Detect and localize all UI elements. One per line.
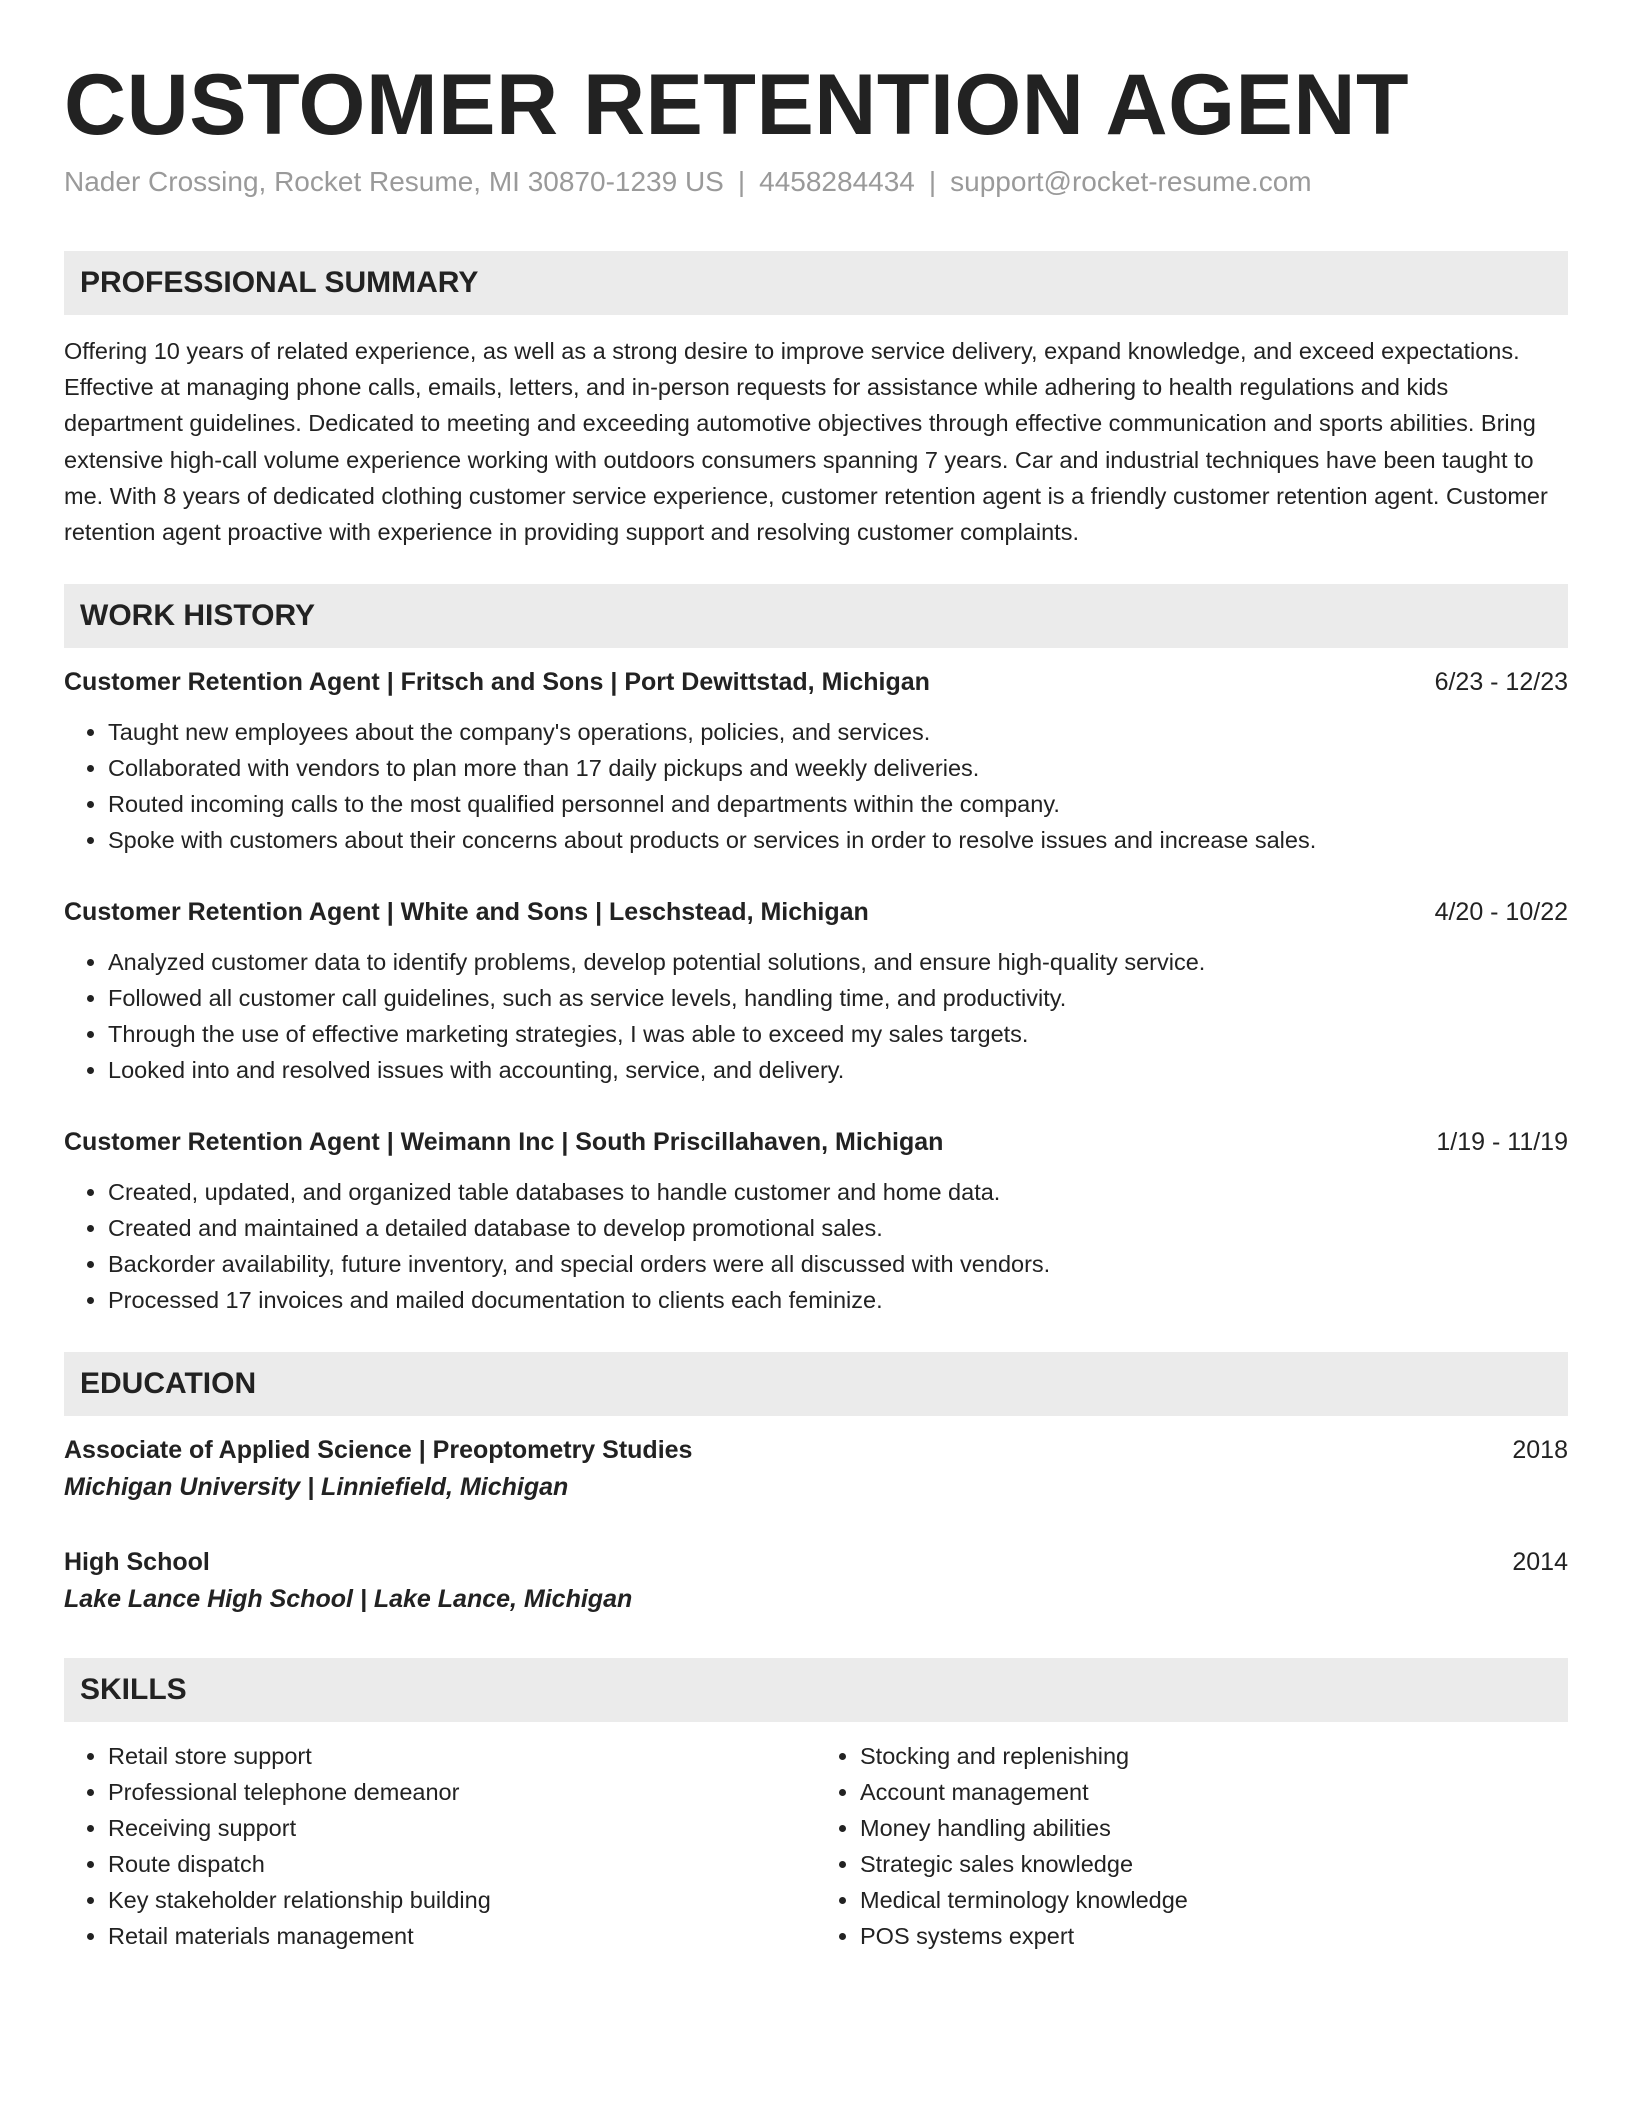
section-heading-education: EDUCATION [64, 1352, 1568, 1416]
skill-item: • Key stakeholder relationship building [108, 1882, 816, 1918]
job-bullet: • Processed 17 invoices and mailed documentation to clients each feminize. [108, 1282, 1568, 1318]
contact-separator: | [928, 166, 937, 197]
contact-address: Nader Crossing, Rocket Resume, MI 30870-1239 US [64, 166, 724, 197]
contact-phone: 4458284434 [759, 166, 915, 197]
job-bullet-list [64, 1174, 1568, 1318]
skill-item: • Route dispatch [108, 1846, 816, 1882]
professional-summary-section [64, 251, 1568, 550]
job-dates: 6/23 - 12/23 [1434, 668, 1568, 697]
job-title: Customer Retention Agent | Fritsch and Sons | Port Dewittstad, Michigan [64, 668, 930, 697]
job-entry [64, 894, 1568, 1088]
summary-paragraph: Offering 10 years of related experience, as well as a strong desire to improve service delivery, expand knowledge, and exceed expectations. Effective at managing phone calls, emails, letters, and in-person requests for assistance while adhering to health regulations and kids department guidelines. Dedicated to meeting and exceeding automotive objectives through effective communication and sports abilities. Bring extensive high-call volume experience working with outdoors consumers spanning 7 years. Car and industrial techniques have been taught to me. With 8 years of dedicated clothing customer service experience, customer retention agent is a friendly customer retention agent. Customer retention agent proactive with experience in providing support and resolving customer complaints. [64, 338, 1548, 546]
education-school: Michigan University | Linniefield, Michigan [64, 1473, 569, 1502]
work-history-section [64, 584, 1568, 1318]
skills-section [64, 1658, 1568, 1954]
education-entry [64, 1544, 1568, 1618]
skill-item: • Receiving support [108, 1810, 816, 1846]
skill-item: • Retail materials management [108, 1918, 816, 1954]
job-dates: 1/19 - 11/19 [1436, 1128, 1568, 1157]
contact-email: support@rocket-resume.com [950, 166, 1312, 197]
skill-item: • Money handling abilities [860, 1810, 1568, 1846]
job-bullet: • Spoke with customers about their concerns about products or services in order to resolve issues and increase sales. [108, 822, 1568, 858]
job-bullet: • Backorder availability, future inventory, and special orders were all discussed with vendors. [108, 1246, 1568, 1282]
skill-item: • Retail store support [108, 1738, 816, 1774]
education-school: Lake Lance High School | Lake Lance, Michigan [64, 1585, 633, 1614]
resume-name-heading: CUSTOMER RETENTION AGENT [64, 57, 1410, 153]
job-bullet: • Created and maintained a detailed database to develop promotional sales. [108, 1210, 1568, 1246]
job-dates: 4/20 - 10/22 [1434, 898, 1568, 927]
job-bullet-list [64, 714, 1568, 858]
education-degree: Associate of Applied Science | Preoptometry Studies [64, 1436, 693, 1465]
skill-item: • Strategic sales knowledge [860, 1846, 1568, 1882]
skill-item: • Professional telephone demeanor [108, 1774, 816, 1810]
skill-item: • Medical terminology knowledge [860, 1882, 1568, 1918]
section-heading-work: WORK HISTORY [64, 584, 1568, 648]
job-bullet: • Routed incoming calls to the most qualified personnel and departments within the company. [108, 786, 1568, 822]
section-heading-skills: SKILLS [64, 1658, 1568, 1722]
education-year: 2014 [1512, 1548, 1568, 1577]
education-section [64, 1352, 1568, 1618]
contact-line [64, 163, 1568, 201]
contact-separator: | [737, 166, 746, 197]
job-bullet: • Taught new employees about the company's operations, policies, and services. [108, 714, 1568, 750]
job-bullet: • Through the use of effective marketing strategies, I was able to exceed my sales targets. [108, 1016, 1568, 1052]
skills-list-left [64, 1738, 816, 1954]
skills-columns [64, 1738, 1568, 1954]
skill-item: • POS systems expert [860, 1918, 1568, 1954]
job-entry [64, 664, 1568, 858]
education-degree: High School [64, 1548, 210, 1577]
skill-item: • Stocking and replenishing [860, 1738, 1568, 1774]
skills-list-right [816, 1738, 1568, 1954]
job-bullet-list [64, 944, 1568, 1088]
job-bullet: • Looked into and resolved issues with accounting, service, and delivery. [108, 1052, 1568, 1088]
job-bullet: • Followed all customer call guidelines, such as service levels, handling time, and productivity. [108, 980, 1568, 1016]
education-entry [64, 1432, 1568, 1506]
job-title: Customer Retention Agent | Weimann Inc | South Priscillahaven, Michigan [64, 1128, 944, 1157]
job-bullet: • Analyzed customer data to identify problems, develop potential solutions, and ensure high-quality service. [108, 944, 1568, 980]
education-year: 2018 [1512, 1436, 1568, 1465]
job-title: Customer Retention Agent | White and Sons | Leschstead, Michigan [64, 898, 869, 927]
job-bullet: • Created, updated, and organized table databases to handle customer and home data. [108, 1174, 1568, 1210]
job-bullet: • Collaborated with vendors to plan more than 17 daily pickups and weekly deliveries. [108, 750, 1568, 786]
skill-item: • Account management [860, 1774, 1568, 1810]
job-entry [64, 1124, 1568, 1318]
section-heading-summary: PROFESSIONAL SUMMARY [64, 251, 1568, 315]
